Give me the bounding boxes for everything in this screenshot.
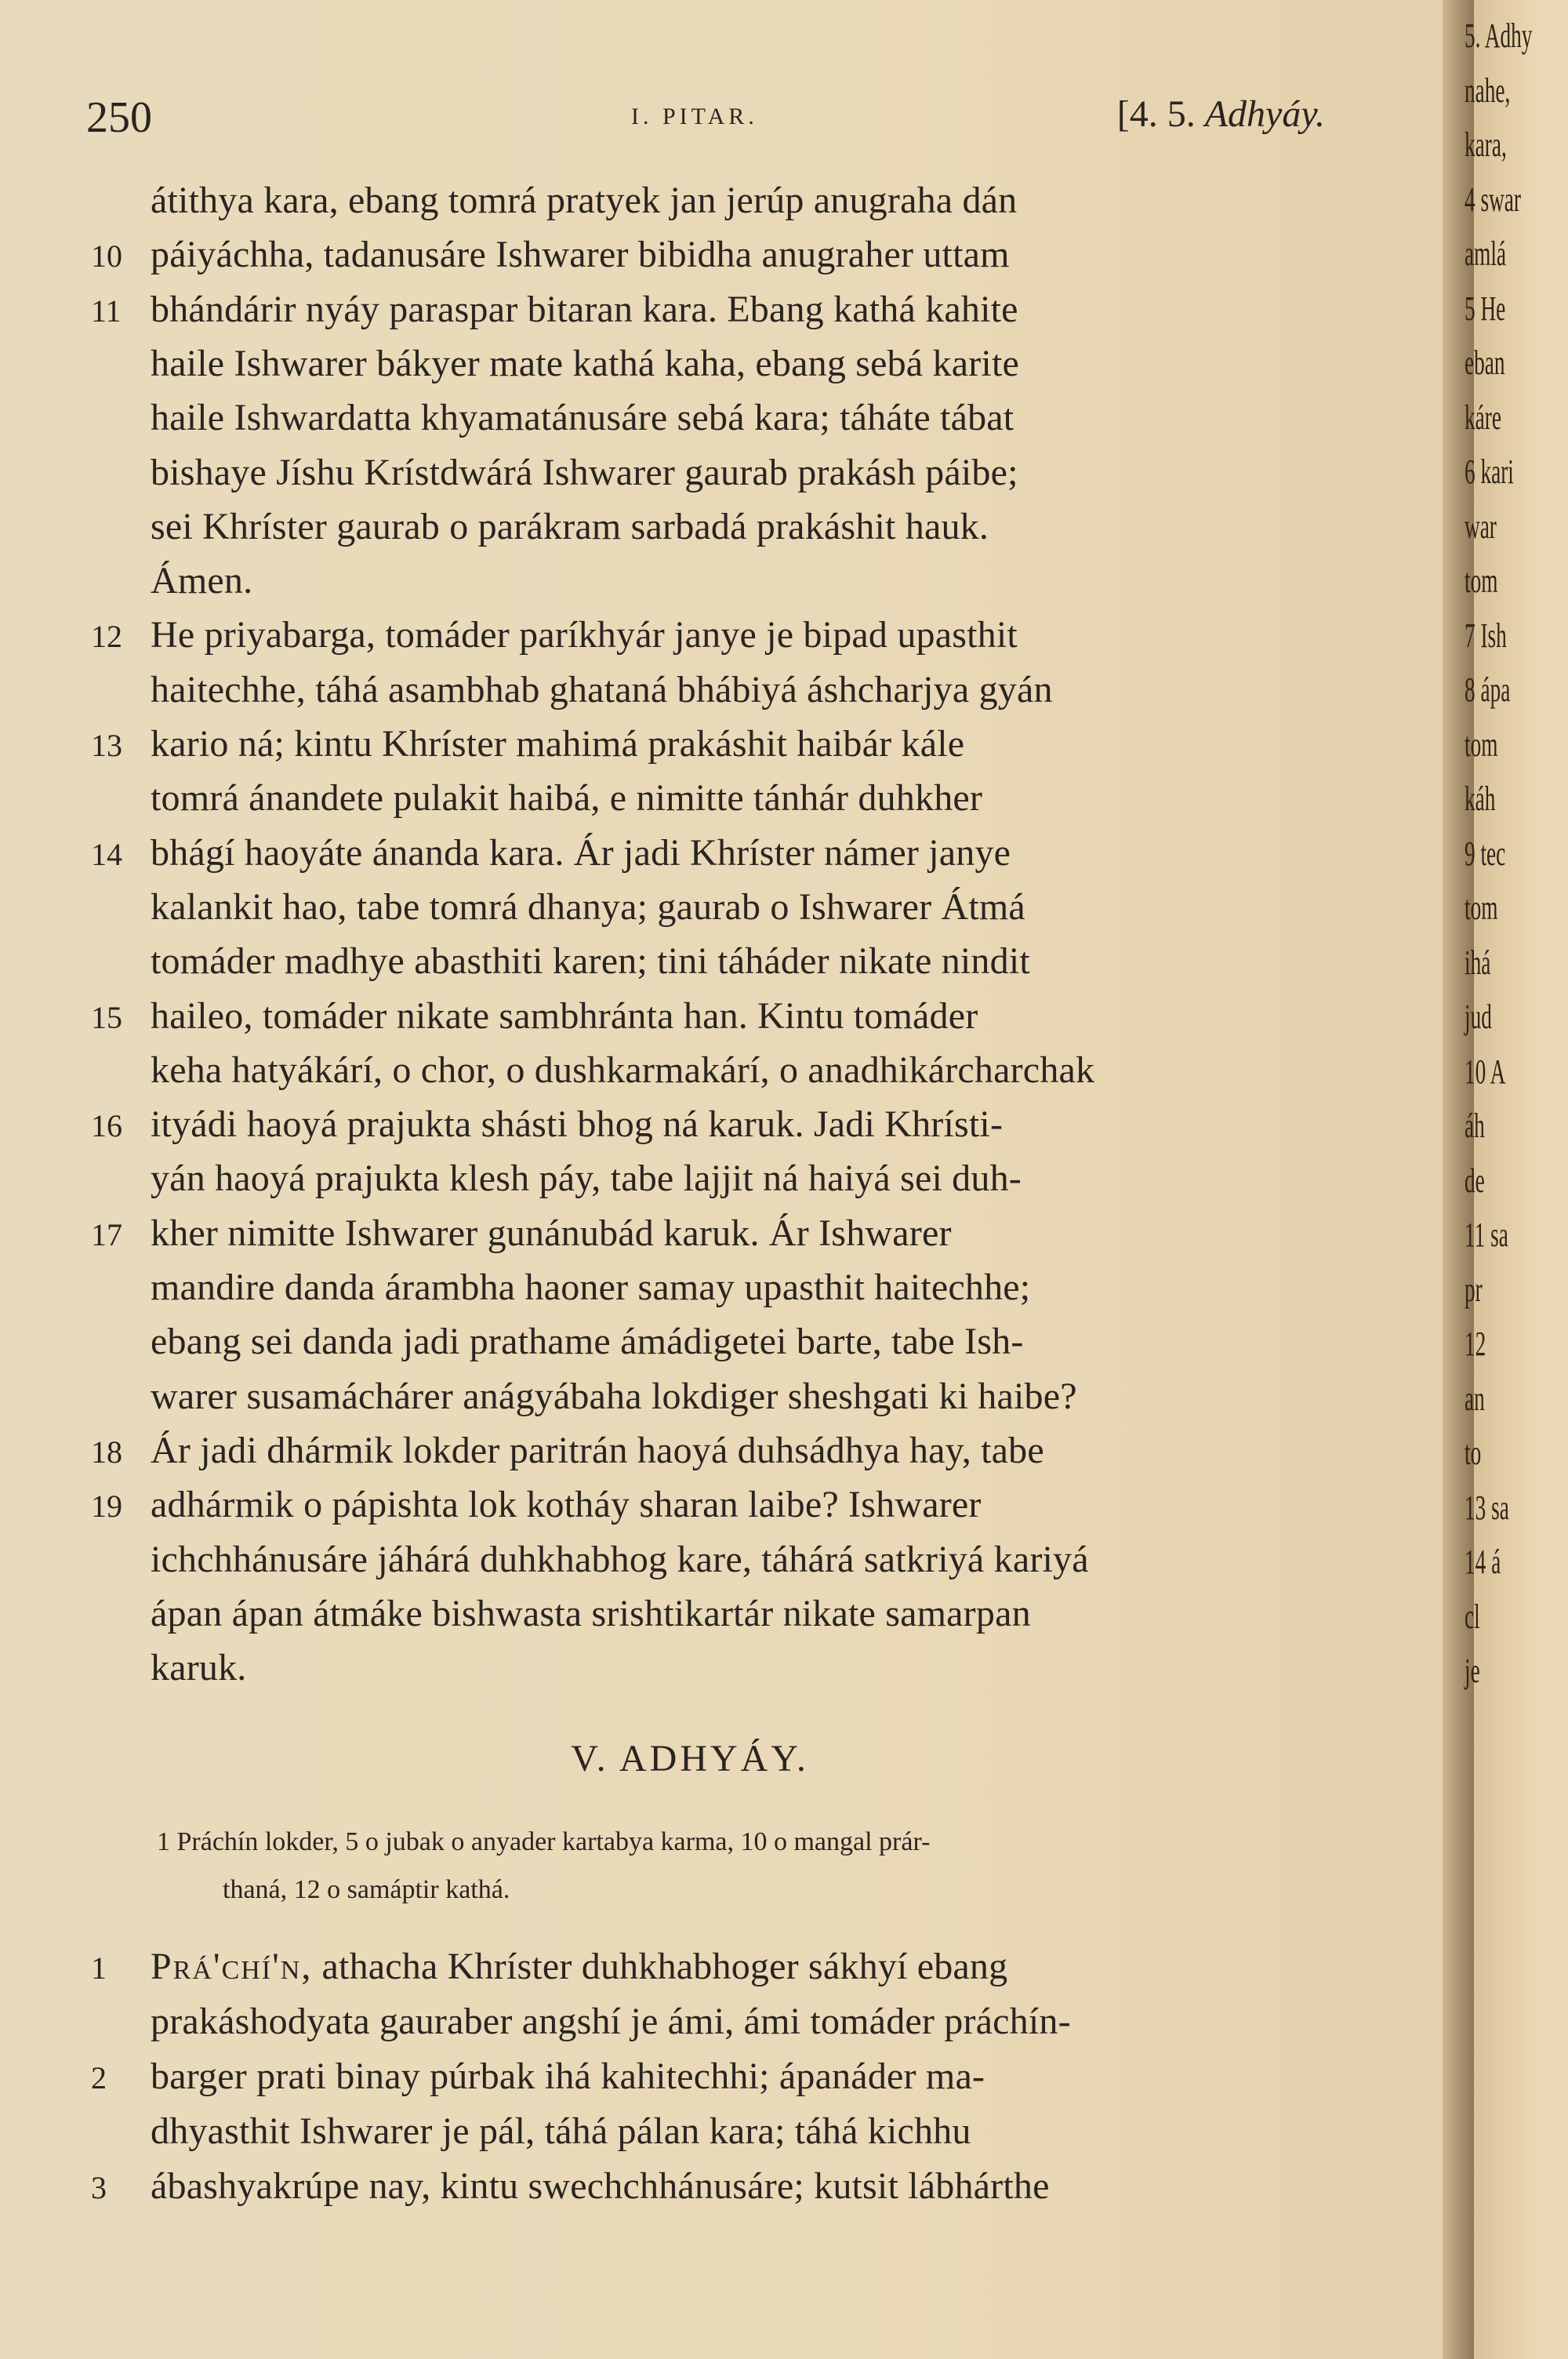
text-line: haile Ishwardatta khyamatánusáre sebá kara; táháte tábat [151,397,1014,439]
facing-page-fragment: cl [1465,1597,1480,1636]
text-line: haileo, tomáder nikate sambhránta han. Kintu tomáder [151,994,978,1037]
facing-page-fragment: 10 A [1465,1052,1506,1091]
page-header [86,93,1325,155]
facing-page-fragment: 7 Ish [1465,616,1507,655]
facing-page-fragment: 14 á [1465,1543,1501,1581]
facing-page-fragment: tom [1465,562,1498,600]
facing-page-fragment: jud [1465,998,1492,1036]
text-line: warer susamáchárer anágyábaha lokdiger sheshgati ki haibe? [151,1375,1077,1417]
text-line: bhágí haoyáte ánanda kara. Ár jadi Khríster námer janye [151,831,1011,874]
text-line: ebang sei danda jadi prathame ámádigetei barte, tabe Ish- [151,1321,1024,1363]
line-text: athacha Khríster duhkhabhoger sákhyí ebang [312,1946,1008,1987]
facing-page-fragment: nahe, [1465,71,1511,110]
facing-page-fragment: tom [1465,725,1498,764]
facing-page-fragment: 11 sa [1465,1216,1508,1254]
page-number: 250 [86,93,152,142]
text-line: átithya kara, ebang tomrá pratyek jan jerúp anugraha dán [151,180,1018,221]
text-line: dhyasthit Ishwarer je pál, táhá pálan kara; táhá kichhu [151,2110,971,2152]
running-title: I. PITAR. [631,104,758,129]
text-line: adhármik o pápishta lok kotháy sharan laibe? Ishwarer [151,1484,982,1526]
verse-number: 1 [91,1950,107,1986]
text-line: He priyabarga, tomáder paríkhyár janye je bipad upasthit [151,614,1018,656]
text-line: kario ná; kintu Khríster mahimá prakáshit haibár kále [151,723,965,765]
facing-page-fragment: áh [1465,1107,1485,1145]
facing-page-fragment: 9 tec [1465,834,1506,873]
verse-number: 16 [91,1108,122,1144]
text-line: ábashyakrúpe nay, kintu swechchhánusáre; kutsit lábhárthe [151,2165,1050,2207]
facing-page-fragment: tom [1465,889,1498,927]
text-line: páiyáchha, tadanusáre Ishwarer bibidha anugraher uttam [151,234,1010,276]
text-line: tomrá ánandete pulakit haibá, e nimitte tánhár duhkher [151,777,983,820]
chapter-summary-line-1: 1 Práchín lokder, 5 o jubak o anyader kartabya karma, 10 o mangal prár- [157,1827,931,1856]
chapter-heading: V. ADHYÁY. [571,1738,809,1779]
opening-word: Prá'chí'n, [151,1946,313,1987]
facing-page-fragment: an [1465,1379,1485,1418]
verse-number: 17 [91,1216,122,1252]
text-line: bhándárir nyáy paraspar bitaran kara. Ebang kathá kahite [151,288,1018,330]
text-line: mandire danda árambha haoner samay upasthit haitechhe; [151,1267,1031,1308]
facing-page-fragment: káre [1465,398,1501,437]
text-line: kher nimitte Ishwarer gunánubád karuk. Ár Ishwarer [151,1212,952,1254]
facing-page-fragment: 6 kari [1465,453,1514,491]
text-line: tomáder madhye abasthiti karen; tini táháder nikate nindit [151,940,1030,983]
verse-number: 15 [91,999,122,1035]
text-line: barger prati binay púrbak ihá kahitechhi; ápanáder ma- [151,2055,985,2097]
verse-number: 19 [91,1488,122,1525]
text-line [151,1945,1007,1988]
facing-page-fragment: 8 ápa [1465,671,1511,709]
facing-page-fragment: 5 He [1465,289,1506,328]
text-line: kalankit hao, tabe tomrá dhanya; gaurab o Ishwarer Átmá [151,885,1025,928]
facing-page-fragment: eban [1465,343,1505,382]
facing-page-fragment: je [1465,1652,1480,1690]
facing-page-fragment: káh [1465,780,1496,818]
text-line: ichchhánusáre jáhárá duhkhabhog kare, táhárá satkriyá kariyá [151,1538,1089,1580]
text-line: prakáshodyata gauraber angshí je ámi, ámi tomáder práchín- [151,2001,1071,2042]
facing-page-fragment: 13 sa [1465,1488,1509,1527]
verse-number: 2 [91,2060,107,2095]
verse-number: 10 [91,238,122,274]
verse-number: 18 [91,1434,122,1470]
text-line: ápan ápan átmáke bishwasta srishtikartár nikate samarpan [151,1592,1031,1634]
verse-number: 12 [91,619,122,655]
text-line: bishaye Jíshu Krístdwárá Ishwarer gaurab prakásh páibe; [151,451,1018,493]
facing-page-fragment: de [1465,1161,1485,1200]
facing-page-fragment: ihá [1465,943,1491,982]
facing-page-fragment: war [1465,507,1497,546]
text-line: keha hatyákárí, o chor, o dushkarmakárí, o anadhikárcharchak [151,1049,1095,1091]
text-line: karuk. [151,1647,247,1689]
text-line: Ár jadi dhármik lokder paritrán haoyá duhsádhya hay, tabe [151,1429,1044,1471]
text-line: ityádi haoyá prajukta shásti bhog ná karuk. Jadi Khrísti- [151,1103,1004,1146]
facing-page-fragment: 4 swar [1465,180,1521,219]
text-line: haitechhe, táhá asambhab ghataná bhábiyá áshcharjya gyán [151,668,1053,711]
verse-number: 3 [91,2170,107,2205]
facing-page-fragment: kara, [1465,125,1507,164]
facing-page-fragment: pr [1465,1270,1483,1309]
text-line: haile Ishwarer bákyer mate kathá kaha, ebang sebá karite [151,342,1019,384]
verse-number: 11 [91,293,122,329]
facing-page-fragment: 12 [1465,1325,1486,1363]
facing-page-fragment: amlá [1465,234,1507,273]
text-line: yán haoyá prajukta klesh páy, tabe lajjit ná haiyá sei duh- [151,1158,1022,1200]
chapter-summary-line-2: thaná, 12 o samáptir kathá. [223,1875,510,1904]
verse-number: 13 [91,728,122,763]
text-line: sei Khríster gaurab o parákram sarbadá prakáshit hauk. [151,505,989,547]
facing-page-fragment: 5. Adhy [1465,16,1533,55]
text-line: Ámen. [151,560,253,602]
verse-number: 14 [91,836,122,872]
facing-page-fragment: to [1465,1434,1482,1472]
chapter-reference: [4. 5. Adhyáy. [1116,93,1325,135]
